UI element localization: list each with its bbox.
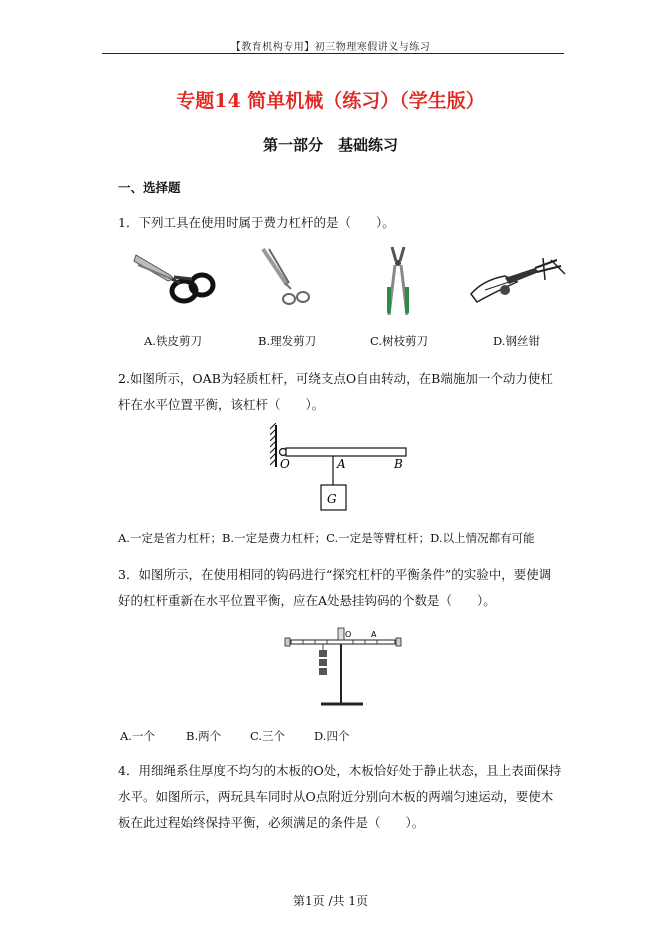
- q3-option-c: C.三个: [250, 729, 286, 743]
- question-2-text: 2.如图所示，OAB为轻质杠杆，可绕支点O自由转动，在B端施加一个动力使杠杆在水平位置平衡，该杠杆（ ）。: [118, 371, 553, 412]
- branch-pruner-image: [378, 245, 418, 317]
- document-title: 专题14 简单机械（练习）（学生版）: [176, 90, 485, 112]
- q1-option-a: A.铁皮剪刀: [144, 334, 202, 348]
- label-b: B: [394, 457, 403, 471]
- q3-option-d: D.四个: [314, 729, 350, 743]
- label-o: O: [280, 457, 290, 471]
- question-3-text: 3．如图所示，在使用相同的钩码进行“探究杠杆的平衡条件”的实验中，要使调好的杠杆重新在水平位置平衡，应在A处悬挂钩码的个数是（ ）。: [118, 567, 552, 608]
- header-divider: [102, 53, 564, 54]
- part-heading: 第一部分 基础练习: [262, 136, 398, 154]
- question-1-text: 1．下列工具在使用时属于费力杠杆的是（ ）。: [118, 215, 395, 230]
- label-a: A: [371, 630, 377, 639]
- hair-scissors-image: [255, 245, 315, 315]
- question-4-text: 4．用细绳系住厚度不均匀的木板的O处，木板恰好处于静止状态，且上表面保持水平。如图所示，两玩具车同时从O点附近分别向木板的两端匀速运动，要使木板在此过程始终保持平衡，必须满足的条件是（ ）。: [118, 763, 562, 830]
- page-footer: 第1页 /共 1页: [293, 894, 368, 908]
- q1-option-b: B.理发剪刀: [258, 334, 317, 348]
- section-heading: 一、选择题: [118, 180, 181, 195]
- q3-option-a: A.一个: [120, 729, 155, 743]
- lever-oab-figure: [270, 423, 415, 518]
- label-a: A: [337, 457, 346, 471]
- lever-balance-apparatus-figure: [283, 624, 403, 710]
- tin-snips-image: [128, 245, 218, 315]
- q1-option-c: C.树枝剪刀: [370, 334, 429, 348]
- q2-options: A.一定是省力杠杆；B.一定是费力杠杆；C.一定是等臂杠杆；D.以上情况都有可能: [118, 531, 535, 545]
- q1-option-d: D.钢丝钳: [493, 334, 540, 348]
- label-o: O: [345, 630, 352, 639]
- wire-pliers-image: [465, 250, 575, 310]
- q3-option-b: B.两个: [186, 729, 222, 743]
- label-g: G: [327, 492, 337, 506]
- page-header: 【教育机构专用】初三物理寒假讲义与练习: [230, 42, 431, 53]
